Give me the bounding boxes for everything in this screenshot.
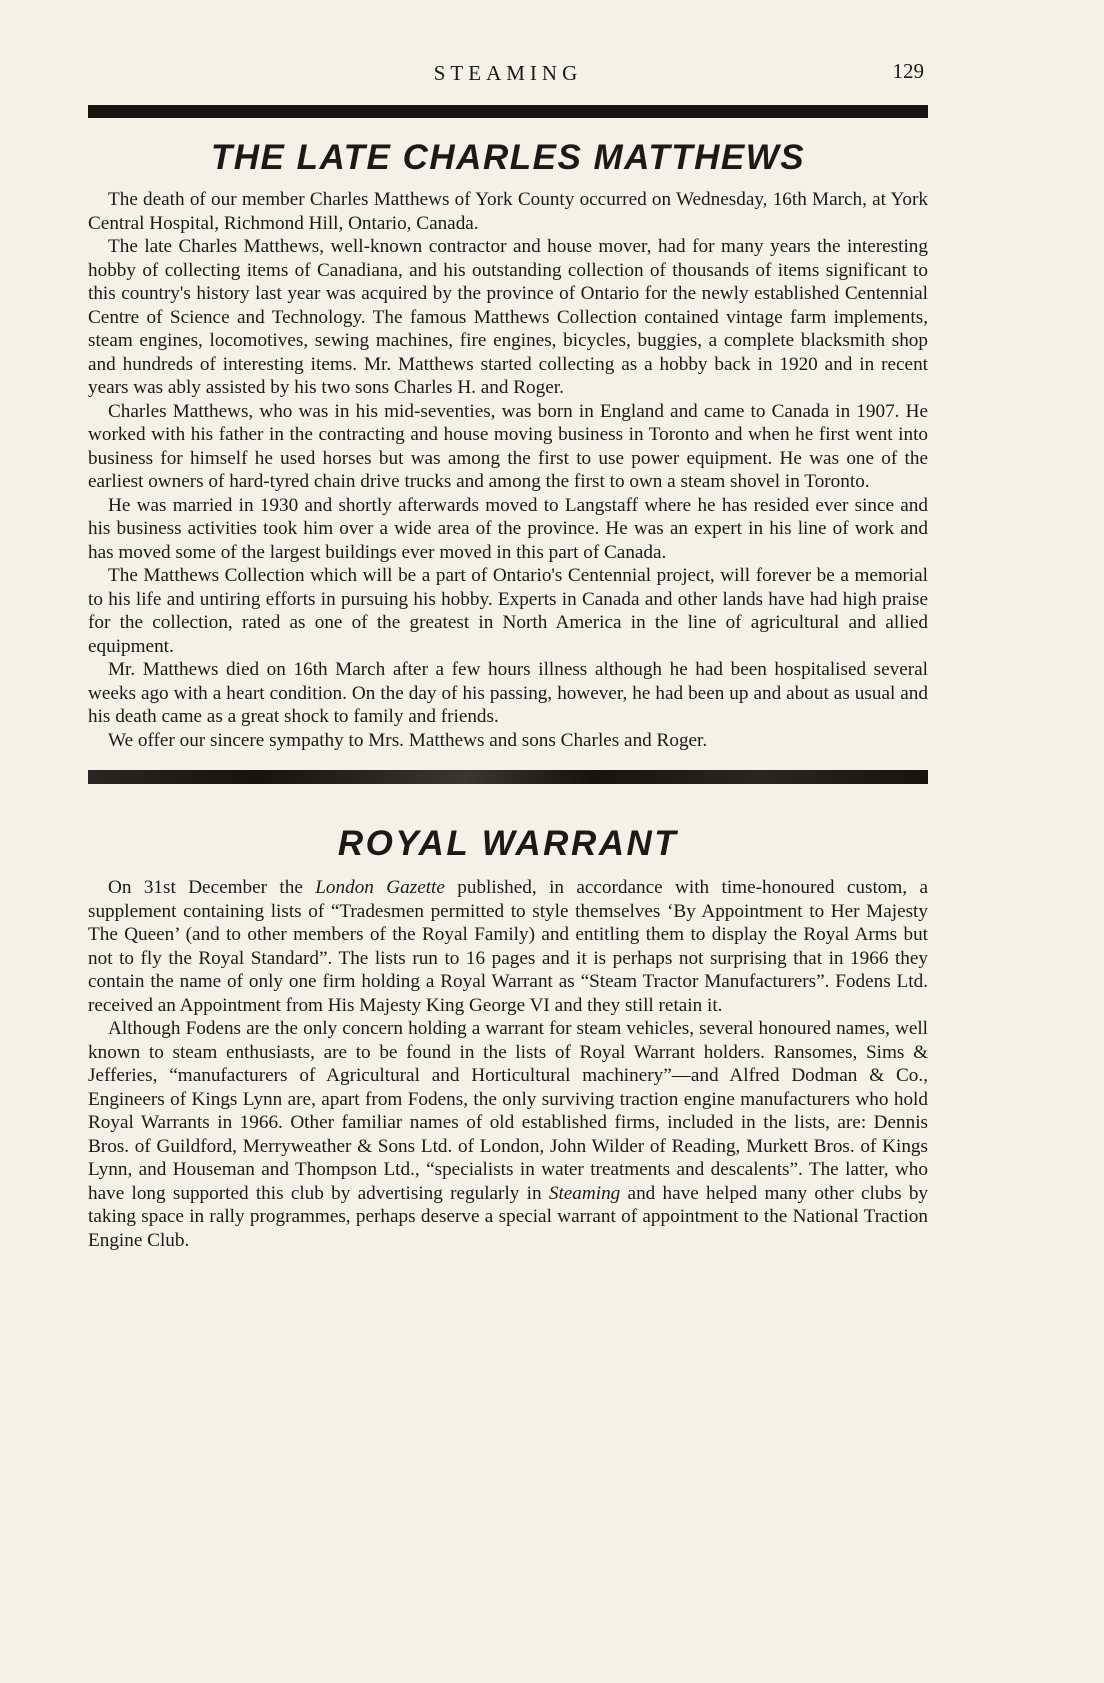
page-number: 129 xyxy=(892,59,924,83)
page xyxy=(88,55,928,1252)
publication-name-london-gazette: London Gazette xyxy=(315,877,445,898)
article-title: THE LATE CHARLES MATTHEWS xyxy=(210,138,806,177)
article-paragraph: We offer our sincere sympathy to Mrs. Matthews and sons Charles and Roger. xyxy=(108,729,708,751)
paragraph-text: and have helped many other clubs by taking space in rally programmes, perhaps deserve a special warrant of appointment to the National Traction Engine Club. xyxy=(88,1182,929,1251)
paragraph-text: On 31st December the xyxy=(108,877,316,898)
section-divider-rule xyxy=(88,770,928,784)
publication-name-steaming: Steaming xyxy=(548,1182,621,1204)
article-paragraph: Mr. Matthews died on 16th March after a few hours illness although he had been hospitalised several weeks ago with a heart condition. On the day of his passing, however, he had been up and about as usual and his death came as a great shock to family and friends. xyxy=(88,659,928,727)
paragraph-text: Although Fodens are the only concern holding a warrant for steam vehicles, several honoured names, well known to steam enthusiasts, are to be found in the lists of Royal Warrant holders. Ransomes, Sims & Jefferies, “manufacturers of Agricultural and Horticultural machinery”—and Alfred Dodman & Co., Engineers of Kings Lynn are, apart from Fodens, the only surviving traction engine manufacturers who hold Royal Warrants in 1966. Other familiar names of old established firms, included in the lists, are: Dennis Bros. of Guildford, Merryweather & Sons Ltd. of London, John Wilder of Reading, Murkett Bros. of Kings Lynn, and Houseman and Thompson Ltd., “specialists in water treatments and descalents”. The latter, who have long supported this club by advertising regularly in xyxy=(88,1018,928,1204)
article-paragraph: The Matthews Collection which will be a part of Ontario's Centennial project, will forever be a memorial to his life and untiring efforts in pursuing his hobby. Experts in Canada and other lands have had high praise for the collection, rated as one of the greatest in North America in the line of agricultural and allied equipment. xyxy=(88,565,928,657)
article-paragraph xyxy=(88,876,928,1017)
page-header xyxy=(88,55,928,91)
article-paragraph: The late Charles Matthews, well-known contractor and house mover, had for many years the interesting hobby of collecting items of Canadiana, and his outstanding collection of thousands of items significant to this country's history last year was acquired by the province of Ontario for the newly established Centennial Centre of Science and Technology. The famous Matthews Collection contained vintage farm implements, steam engines, locomotives, sewing machines, fire engines, bicycles, buggies, a complete blacksmith shop and hundreds of interesting items. Mr. Matthews started collecting as a hobby back in 1920 and in recent years was ably assisted by his two sons Charles H. and Roger. xyxy=(88,236,928,398)
article-paragraph xyxy=(88,1017,928,1252)
article-title: ROYAL WARRANT xyxy=(337,824,679,863)
article-charles-matthews xyxy=(88,138,928,752)
article-paragraph: Charles Matthews, who was in his mid-seventies, was born in England and came to Canada in 1907. He worked with his father in the contracting and house moving business in Toronto and when he first went into business for himself he used horses but was among the first to use power equipment. He was one of the earliest owners of hard-tyred chain drive trucks and among the first to own a steam shovel in Toronto. xyxy=(88,400,928,492)
article-royal-warrant xyxy=(88,824,928,1252)
running-title: STEAMING xyxy=(433,61,583,85)
article-paragraph: The death of our member Charles Matthews of York County occurred on Wednesday, 16th March, at York Central Hospital, Richmond Hill, Ontario, Canada. xyxy=(88,189,928,234)
article-paragraph: He was married in 1930 and shortly afterwards moved to Langstaff where he has resided ever since and his business activities took him over a wide area of the province. He was an expert in his line of work and has moved some of the largest buildings ever moved in this part of Canada. xyxy=(88,494,928,563)
paragraph-text: published, in accordance with time-honoured custom, a supplement containing lists of “Tradesmen permitted to style themselves ‘By Appointment to Her Majesty The Queen’ (and to other members of the Royal Family) and entitling them to display the Royal Arms but not to fly the Royal Standard”. The lists run to 16 pages and it is perhaps not surprising that in 1966 they contain the name of only one firm holding a Royal Warrant as “Steam Tractor Manufacturers”. Fodens Ltd. received an Appointment from His Majesty King George VI and they still retain it. xyxy=(88,877,928,1016)
top-divider-rule xyxy=(88,105,928,118)
